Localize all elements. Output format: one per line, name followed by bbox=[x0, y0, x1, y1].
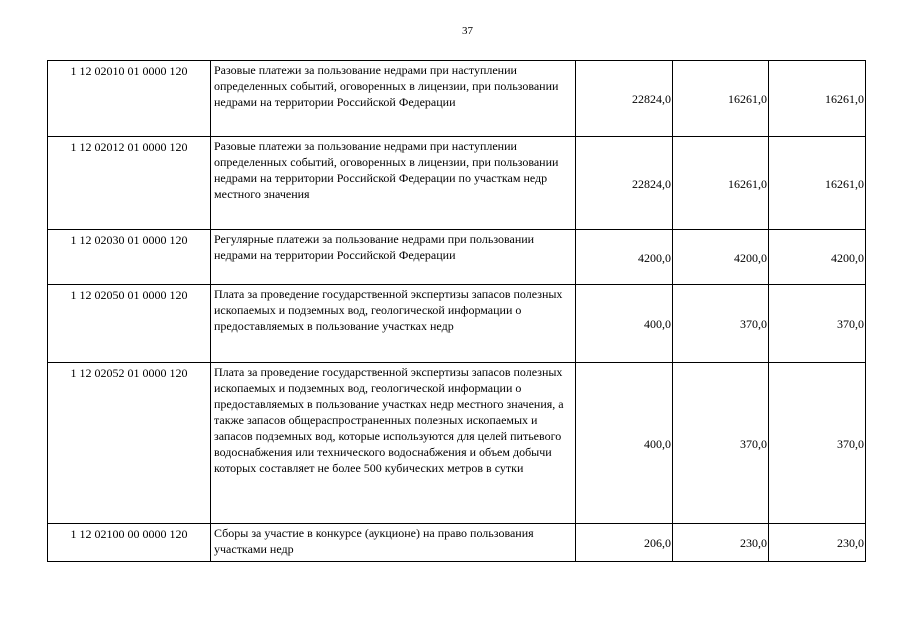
table-row bbox=[48, 230, 866, 285]
description-cell: Разовые платежи за пользование недрами при наступлении определенных событий, оговоренных в лицензии, при пользовании недрами на территории Российской Федерации по участкам недр местного значения bbox=[211, 137, 576, 230]
table-row bbox=[48, 524, 866, 562]
value-cell-year-3: 16261,0 bbox=[769, 61, 866, 137]
value-cell-year-1: 4200,0 bbox=[576, 230, 673, 285]
description-cell: Плата за проведение государственной экспертизы запасов полезных ископаемых и подземных вод, геологической информации о предоставляемых в пользование участках недр местного значения, а также запасов общераспространенных полезных ископаемых и запасов подземных вод, которые используются для целей питьевого водоснабжения или технического водоснабжения и объем добычи которых составляет не более 500 кубических метров в сутки bbox=[211, 363, 576, 524]
value-cell-year-3: 16261,0 bbox=[769, 137, 866, 230]
income-code-cell: 1 12 02030 01 0000 120 bbox=[48, 230, 211, 285]
table-row bbox=[48, 137, 866, 230]
value-cell-year-1: 22824,0 bbox=[576, 61, 673, 137]
value-cell-year-2: 4200,0 bbox=[673, 230, 769, 285]
description-cell: Плата за проведение государственной экспертизы запасов полезных ископаемых и подземных вод, геологической информации о предоставляемых в пользование участках недр bbox=[211, 285, 576, 363]
income-code-cell: 1 12 02010 01 0000 120 bbox=[48, 61, 211, 137]
table-row bbox=[48, 61, 866, 137]
value-cell-year-1: 206,0 bbox=[576, 524, 673, 562]
value-cell-year-1: 400,0 bbox=[576, 363, 673, 524]
description-cell: Регулярные платежи за пользование недрами при пользовании недрами на территории Российской Федерации bbox=[211, 230, 576, 285]
value-cell-year-3: 4200,0 bbox=[769, 230, 866, 285]
income-code-cell: 1 12 02052 01 0000 120 bbox=[48, 363, 211, 524]
income-code-cell: 1 12 02050 01 0000 120 bbox=[48, 285, 211, 363]
value-cell-year-2: 230,0 bbox=[673, 524, 769, 562]
page-number: 37 bbox=[462, 25, 473, 37]
table-row bbox=[48, 285, 866, 363]
value-cell-year-2: 16261,0 bbox=[673, 61, 769, 137]
value-cell-year-2: 16261,0 bbox=[673, 137, 769, 230]
description-cell: Разовые платежи за пользование недрами при наступлении определенных событий, оговоренных в лицензии, при пользовании недрами на территории Российской Федерации bbox=[211, 61, 576, 137]
value-cell-year-2: 370,0 bbox=[673, 285, 769, 363]
description-cell: Сборы за участие в конкурсе (аукционе) на право пользования участками недр bbox=[211, 524, 576, 562]
income-code-cell: 1 12 02012 01 0000 120 bbox=[48, 137, 211, 230]
value-cell-year-1: 400,0 bbox=[576, 285, 673, 363]
income-code-cell: 1 12 02100 00 0000 120 bbox=[48, 524, 211, 562]
value-cell-year-3: 370,0 bbox=[769, 363, 866, 524]
value-cell-year-2: 370,0 bbox=[673, 363, 769, 524]
value-cell-year-1: 22824,0 bbox=[576, 137, 673, 230]
value-cell-year-3: 370,0 bbox=[769, 285, 866, 363]
budget-table bbox=[47, 60, 866, 562]
value-cell-year-3: 230,0 bbox=[769, 524, 866, 562]
table-row bbox=[48, 363, 866, 524]
